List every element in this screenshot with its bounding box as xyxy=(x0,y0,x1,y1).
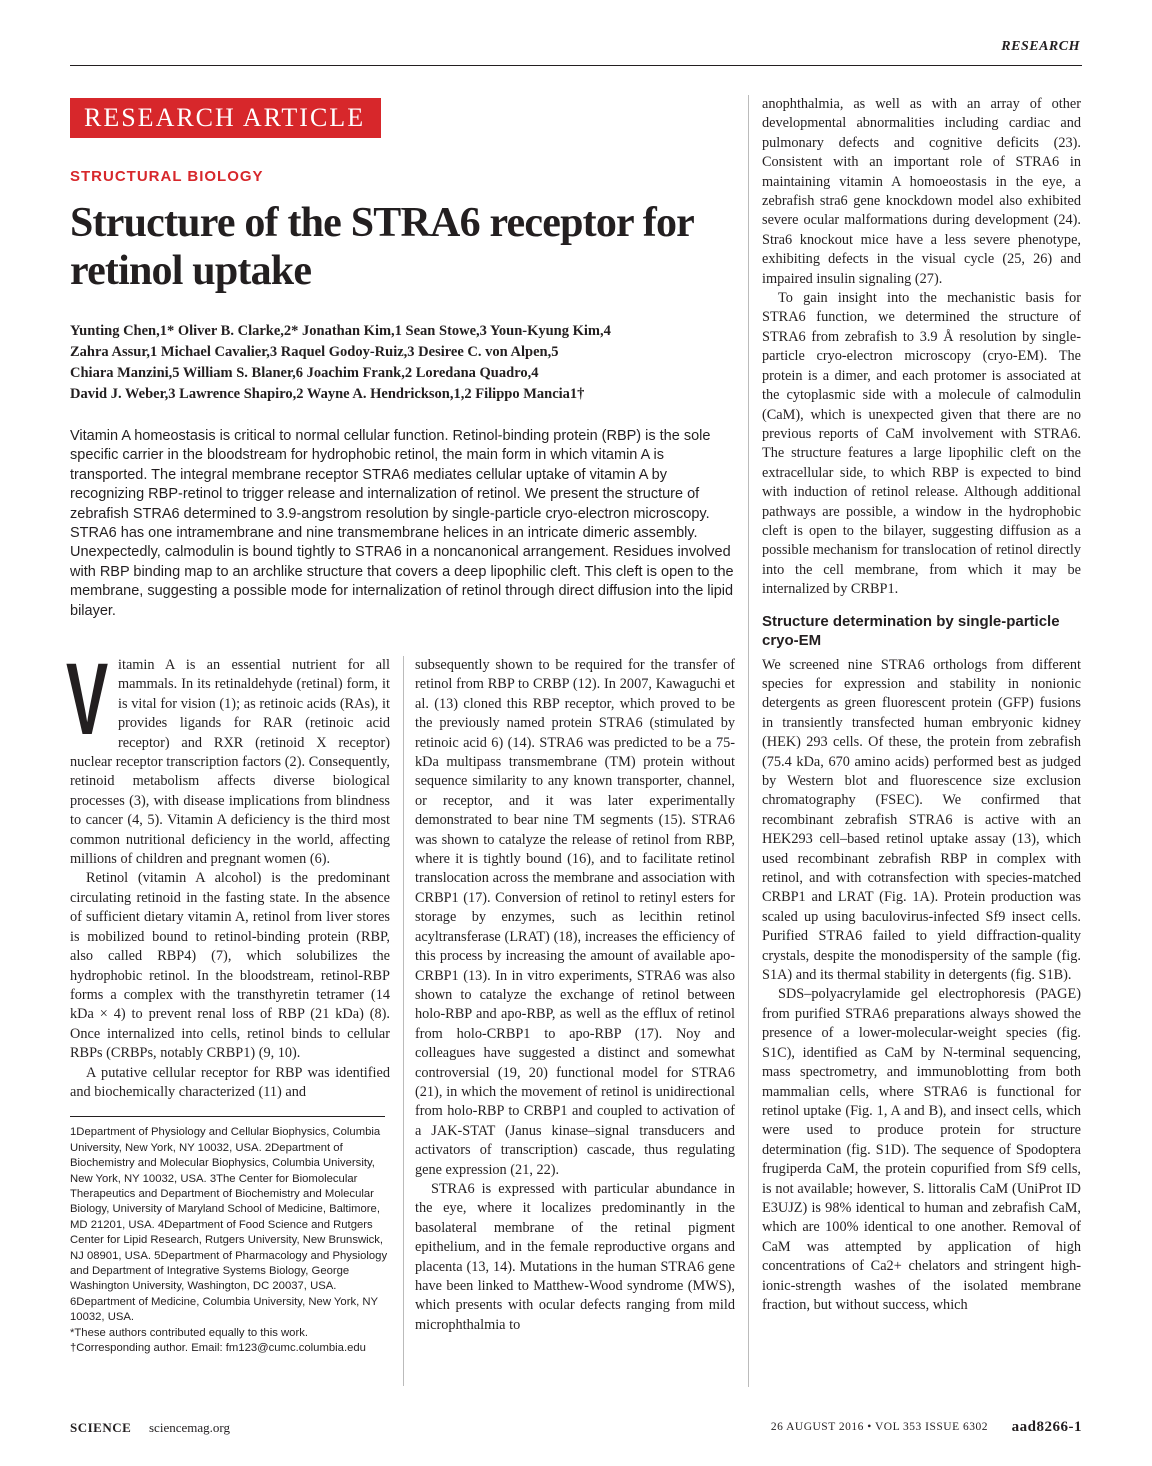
body-paragraph: Retinol (vitamin A alcohol) is the predominant circulating retinoid in the fasting state. In the absence of sufficient dietary vitamin A, retinol from liver stores is mobilized bound to retinol-binding protein (RBP, also called RBP4) (7), which solubilizes the hydrophobic retinol. In the bloodstream, retinol-RBP forms a complex with the transthyretin tetramer (14 kDa × 4) to prevent renal loss of RBP (21 kDa) (8). Once internalized into cells, retinol binds to cellular RBPs (CRBPs, notably CRBP1) (9, 10). xyxy=(70,870,390,1062)
section-subhead: Structure determination by single-particle cryo-EM xyxy=(762,612,1060,649)
journal-name: SCIENCE xyxy=(70,1420,132,1435)
page-id: aad8266-1 xyxy=(1011,1419,1082,1435)
page-footer xyxy=(70,1420,1082,1440)
body-paragraph: Vitamin A is an essential nutrient for all mammals. In its retinaldehyde (retinal) form, it is vital for vision (1); as retinoic acids (RAs), it provides ligands for RAR (retinoic acid receptor) and RXR (retinoid X receptor) nuclear receptor transcription factors (2). Consequently, retinoid metabolism affects diverse biological processes (3), with disease implications from blindness to cancer (4, 5). Vitamin A deficiency is the third most common nutritional deficiency in the world, affecting millions of children and pregnant women (6). xyxy=(66,642,390,868)
column-divider xyxy=(748,95,749,1387)
body-column-3 xyxy=(762,95,1081,1315)
drop-cap: V xyxy=(66,642,109,756)
author-line: David J. Weber,3 Lawrence Shapiro,2 Wayne A. Hendrickson,1,2 Filippo Mancia1† xyxy=(70,386,585,402)
article-title: Structure of the STRA6 receptor for retinol uptake xyxy=(70,200,694,294)
body-paragraph: A putative cellular receptor for RBP was identified and biochemically characterized (11) and xyxy=(70,1064,390,1100)
journal-site-link[interactable]: sciencemag.org xyxy=(149,1420,230,1435)
affiliations: 1Department of Physiology and Cellular Biophysics, Columbia University, New York, NY 10032, USA. 2Department of Biochemistry and Molecular Biophysics, Columbia University, New York, NY 10032, USA. 3The Center for Biomolecular Therapeutics and Department of Biochemistry and Molecular Biology, University of Maryland School of Medicine, Baltimore, MD 21201, USA. 4Department of Food Science and Rutgers Center for Lipid Research, Rutgers University, New Brunswick, NJ 08901, USA. 5Department of Pharmacology and Physiology and Department of Integrative Systems Biology, George Washington University, Washington, DC 20037, USA. 6Department of Medicine, Columbia University, New York, NY 10032, USA. xyxy=(70,1126,388,1324)
body-paragraph: anophthalmia, as well as with an array of other developmental abnormalities including cardiac and pulmonary defects and cognitive deficits (23). Consistent with an important role of STRA6 in maintaining vitamin A homoeostasis in the eye, a zebrafish stra6 gene knockdown model also exhibited severe ocular malformations during development (24). Stra6 knockout mice have a less severe phenotype, exhibiting defects in the visual cycle (25, 26) and impaired insulin signaling (27). xyxy=(762,96,1081,287)
body-column-1 xyxy=(66,642,390,1356)
subject-label: STRUCTURAL BIOLOGY xyxy=(70,168,264,185)
author-list xyxy=(70,321,735,405)
author-line: Yunting Chen,1* Oliver B. Clarke,2* Jonathan Kim,1 Sean Stowe,3 Youn-Kyung Kim,4 xyxy=(70,323,611,339)
author-line: Chiara Manzini,5 William S. Blaner,6 Joachim Frank,2 Loredana Quadro,4 xyxy=(70,365,539,381)
section-label: RESEARCH xyxy=(1001,39,1080,54)
article-type-badge: RESEARCH ARTICLE xyxy=(70,98,381,138)
column-divider xyxy=(403,656,404,1386)
article-head xyxy=(70,98,735,621)
body-paragraph: To gain insight into the mechanistic basis for STRA6 function, we determined the structure of STRA6 from zebrafish to 3.9 Å resolution by single-particle cryo-electron microscopy (cryo-EM). The protein is a dimer, and each protomer is associated at the cytoplasmic side with a molecule of calmodulin (CaM), which is unexpected given that there are no previous reports of CaM involvement with STRA6. The structure features a large lipophilic cleft on the extracellular side, to which RBP is expected to bind with induction of retinol release. Although additional pathways are possible, a window in the hydrophobic cleft is open to the bilayer, suggesting diffusion as a possible mechanism for translocation of retinol directly into the cell membrane, from which it may be internalized by CRBP1. xyxy=(762,290,1081,598)
body-paragraph: We screened nine STRA6 orthologs from different species for expression and stability in nonionic detergents as green fluorescent protein (GFP) fusions in transiently transfected human embryonic kidney (HEK) 293 cells. Of these, the protein from zebrafish (75.4 kDa, 670 amino acids) performed best as judged by Western blot and fluorescence size exclusion chromatography (FSEC). We confirmed that recombinant zebrafish STRA6 is active with an HEK293 cell–based retinol uptake assay (13), which used recombinant zebrafish RBP in complex with retinol, and with cotransfection with species-matched CRBP1 and LRAT (Fig. 1A). Protein production was scaled up using baculovirus-infected Sf9 insect cells. Purified STRA6 failed to yield diffraction-quality crystals, despite the monodispersity of the sample (fig. S1A) and its thermal stability in detergents (fig. S1B). xyxy=(762,656,1081,984)
body-column-2 xyxy=(415,656,735,1335)
body-paragraph: STRA6 is expressed with particular abundance in the eye, where it localizes predominantly in the basolateral membrane of the retinal pigment epithelium, and in the female reproductive organs and placenta (13, 14). Mutations in the human STRA6 gene have been linked to Matthew-Wood syndrome (MWS), which presents with ocular defects ranging from mild microphthalmia to xyxy=(415,1180,735,1333)
body-paragraph: subsequently shown to be required for the transfer of retinol from RBP to CRBP (12). In 2007, Kawaguchi et al. (13) cloned this RBP receptor, which proved to be the previously named protein STRA6 (stimulated by retinoic acid 6) (14). STRA6 was predicted to be a 75-kDa multipass transmembrane (TM) protein without sequence similarity to any known transporter, channel, or receptor, and it was later experimentally demonstrated to bear nine TM segments (15). STRA6 was shown to catalyze the release of retinol from RBP, where it is tightly bound (16), and to facilitate retinol translocation across the membrane and association with CRBP1 (17). Conversion of retinol to retinyl esters for storage by enzymes, such as lecithin retinol acyltransferase (LRAT) (18), increases the efficiency of this process by increasing the amount of available apo-CRBP1 (13). In in vitro experiments, STRA6 was also shown to catalyze the exchange of retinol between holo-RBP and apo-RBP, as well as the efflux of retinol from holo-CRBP1 to apo-RBP (17). Noy and colleagues have suggested a distinct and somewhat controversial (19, 20) functional model for STRA6 (21), in which the movement of retinol is unidirectional from holo-RBP to CRBP1 and coupled to activation of a JAK-STAT (Janus kinase–signal transducers and activators of transcription) cascade, thus regulating gene expression (21, 22). xyxy=(415,657,735,1178)
abstract: Vitamin A homeostasis is critical to normal cellular function. Retinol-binding protein (RBP) is the sole specific carrier in the bloodstream for hydrophobic retinol, the main form in which vitamin A is transported. The integral membrane receptor STRA6 mediates cellular uptake of vitamin A by recognizing RBP-retinol to trigger release and internalization of retinol. We present the structure of zebrafish STRA6 determined to 3.9-angstrom resolution by single-particle cryo-electron microscopy. STRA6 has one intramembrane and nine transmembrane helices in an intricate dimeric assembly. Unexpectedly, calmodulin is bound tightly to STRA6 in a noncanonical arrangement. Residues involved with RBP binding map to an archlike structure that covers a deep lipophilic cleft. This cleft is open to the membrane, suggesting a possible mode for internalization of retinol through direct diffusion into the lipid bilayer. xyxy=(70,428,734,619)
corresponding-note: *These authors contributed equally to this work. †Corresponding author. Email: fm123@cumc.columbia.edu xyxy=(70,1326,366,1355)
body-paragraph: SDS–polyacrylamide gel electrophoresis (PAGE) from purified STRA6 preparations always showed the presence of a lower-molecular-weight species (fig. S1C), identified as CaM by N-terminal sequencing, mass spectrometry, and immunoblotting from both mammalian cells, where STRA6 is functional for retinol uptake (Fig. 1, A and B), and insect cells, which were used to produce protein for structure determination (fig. S1D). The sequence of Spodoptera frugiperda CaM, the protein copurified from Sf9 cells, is not available; however, S. littoralis CaM (UniProt ID E3UJZ) is 98% identical to human and zebrafish CaM, which are 100% identical to one another. Removal of CaM was attempted by application of high concentrations of Ca2+ chelators and stringent high-ionic-strength washes of the isolated membrane fraction, but without success, which xyxy=(762,986,1081,1313)
top-rule xyxy=(70,65,1082,66)
issue-info: 26 AUGUST 2016 • VOL 353 ISSUE 6302 xyxy=(770,1421,988,1433)
author-line: Zahra Assur,1 Michael Cavalier,3 Raquel Godoy-Ruiz,3 Desiree C. von Alpen,5 xyxy=(70,344,559,360)
affiliation-rule xyxy=(70,1116,385,1117)
